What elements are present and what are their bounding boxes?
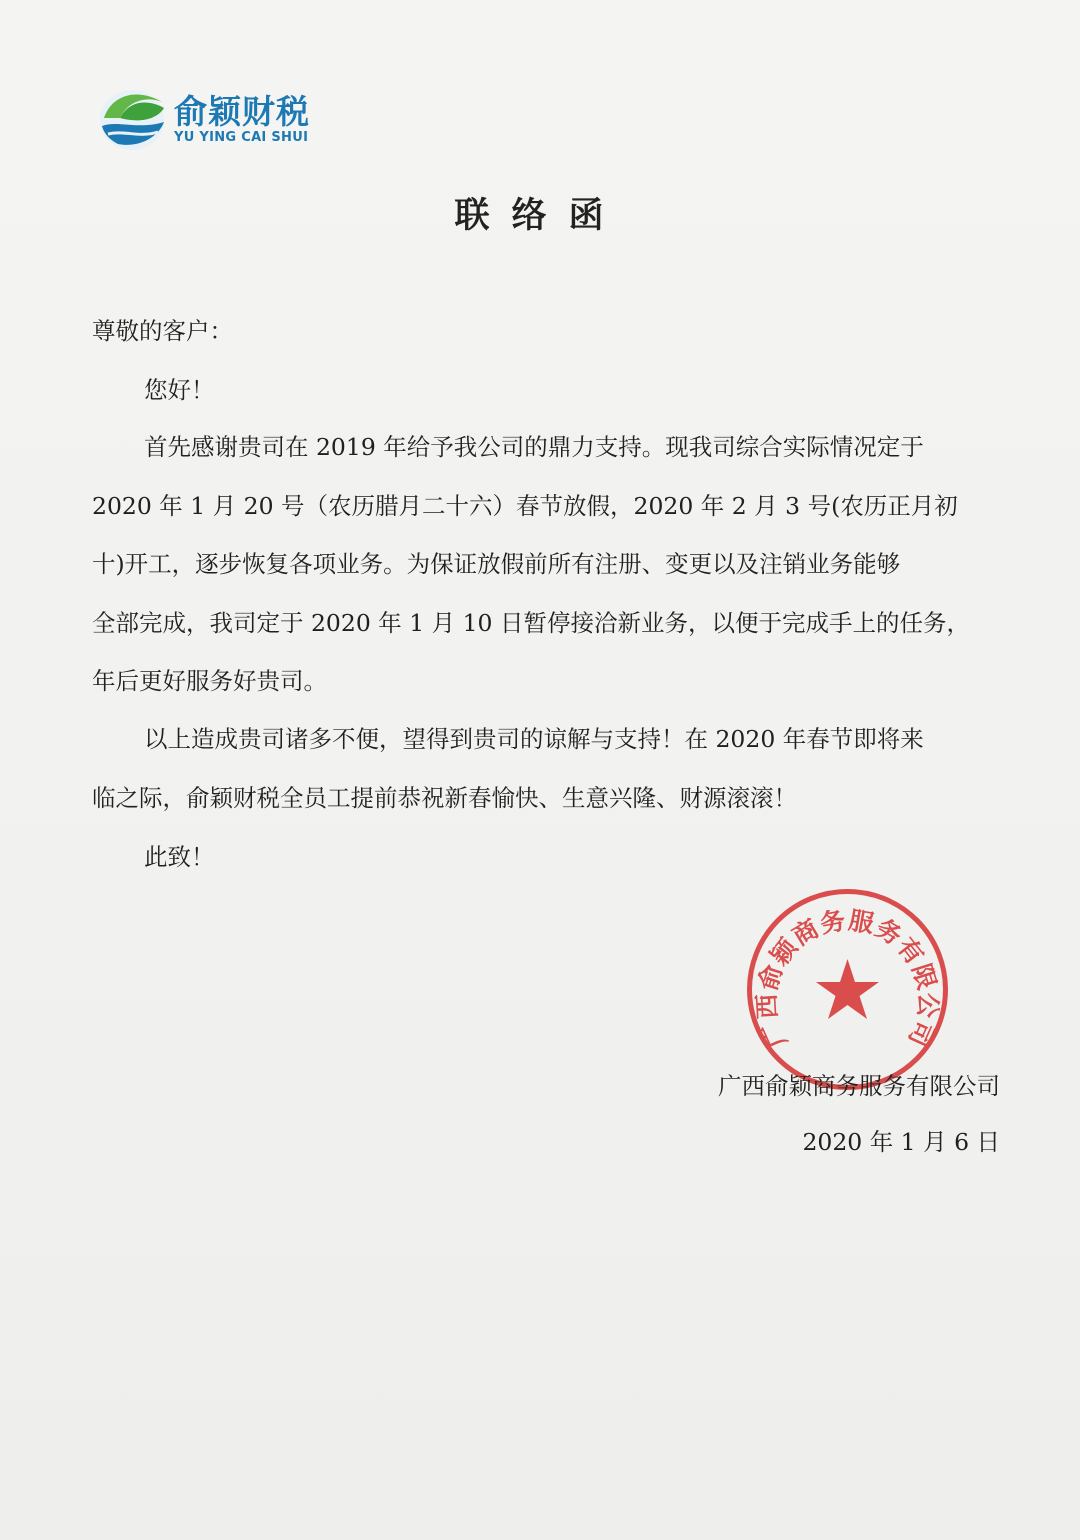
letter-title: 联络函: [454, 196, 626, 236]
company-logo: [98, 84, 348, 154]
logo-english-name: YU YING CAI SHUI: [174, 130, 309, 145]
salutation: 尊敬的客户：: [92, 317, 233, 345]
paragraph-notice: [92, 418, 1004, 711]
seal-text: 广西俞颖商务服务有限公司: [751, 905, 944, 1053]
star-icon: [816, 959, 879, 1019]
signature-date: 2020 年 1 月 6 日: [802, 1128, 1000, 1156]
paragraph-line: 年后更好服务好贵司。: [92, 667, 327, 695]
paragraph-line: 临之际，俞颖财税全员工提前恭祝新春愉快、生意兴隆、财源滚滚！: [92, 783, 797, 812]
signature-company: 广西俞颖商务服务有限公司: [718, 1072, 1000, 1100]
paragraph-line: 首先感谢贵司在 2019 年给予我公司的鼎力支持。现我司综合实际情况定于: [144, 433, 924, 461]
paragraph-line: 以上造成贵司诸多不便，望得到贵司的谅解与支持！在 2020 年春节即将来: [144, 725, 924, 753]
paragraph-line: 2020 年 1 月 20 号（农历腊月二十六）春节放假，2020 年 2 月 3 号(农历正月初: [92, 491, 958, 520]
paragraph-wishes: [92, 710, 1004, 827]
logo-chinese-name: 俞颖财税: [174, 92, 310, 131]
logo-mark-icon: [98, 84, 170, 154]
greeting: 您好！: [144, 376, 215, 404]
paragraph-line: 十)开工，逐步恢复各项业务。为保证放假前所有注册、变更以及注销业务能够: [92, 550, 901, 578]
closing: 此致！: [144, 843, 215, 871]
paragraph-line: 全部完成，我司定于 2020 年 1 月 10 日暂停接洽新业务，以便于完成手上的任务，: [92, 608, 970, 637]
